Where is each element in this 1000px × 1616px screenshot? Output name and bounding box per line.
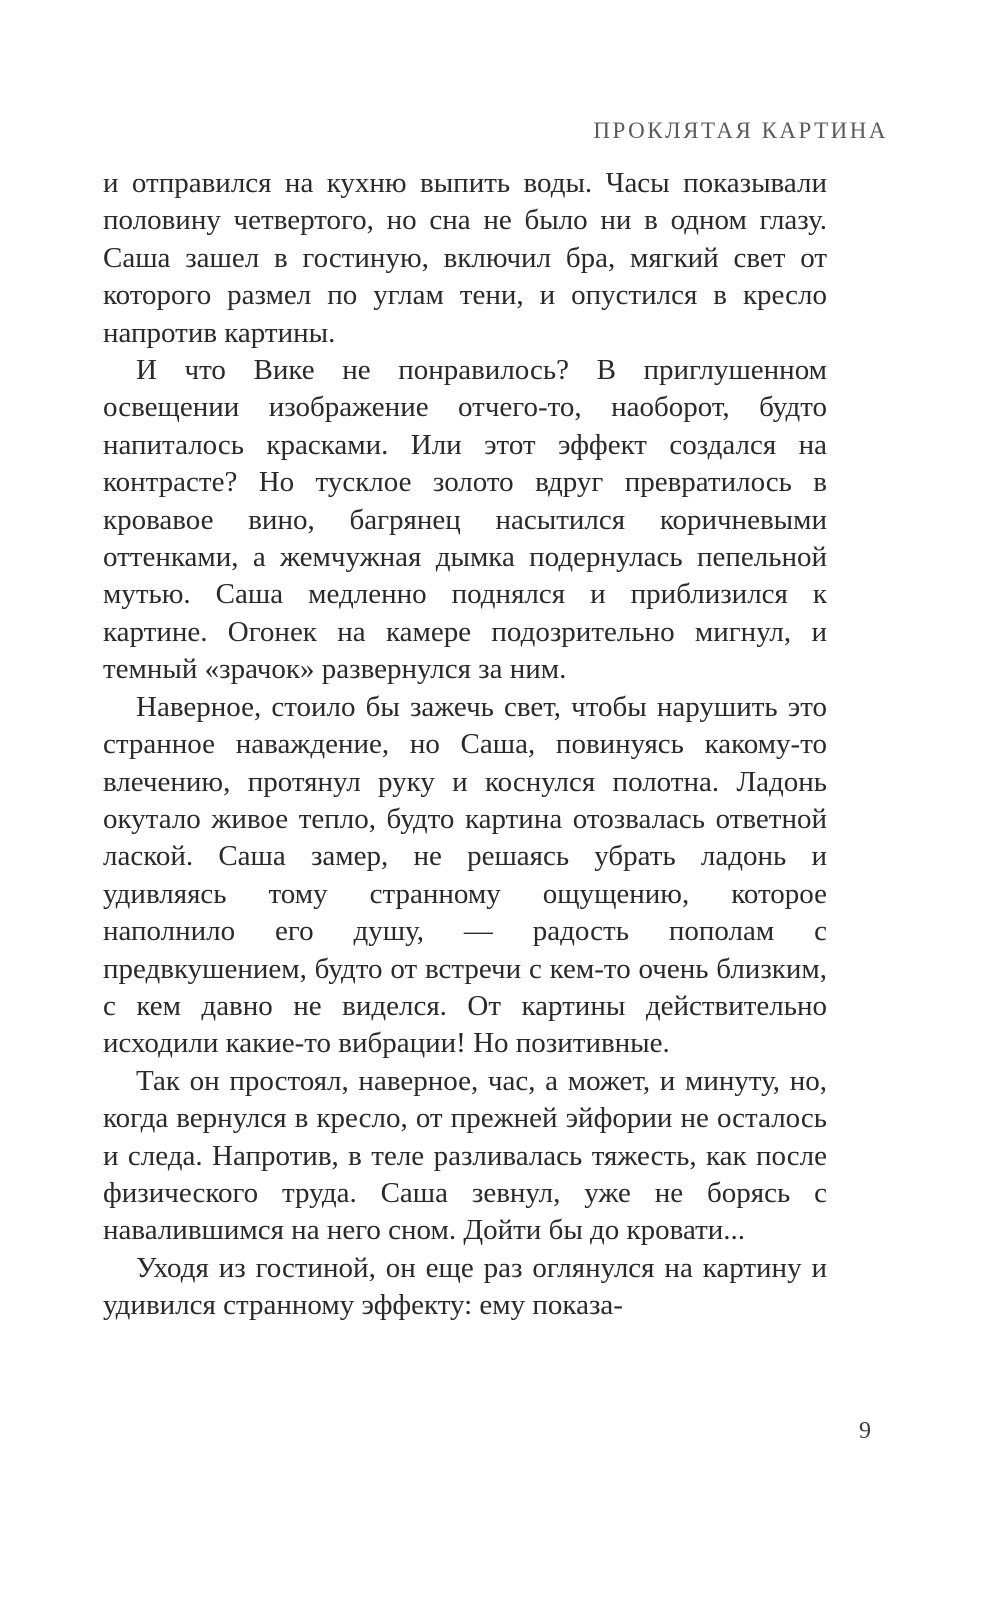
paragraph: Наверное, стоило бы зажечь свет, чтобы нарушить это странное наваждение, но Саша, повинуясь какому-то влечению, протянул руку и коснулся полотна. Ладонь окутало живое тепло, будто картина отозвалась ответной лаской. Саша замер, не решаясь убрать ладонь и удивляясь тому странному ощущению, которое наполнило его душу, — радость пополам с предвкушением, будто от встречи с кем-то очень близким, с кем давно не виделся. От картины действительно исходили какие-то вибрации! Но позитивные. <box>103 690 827 1060</box>
running-head: ПРОКЛЯТАЯ КАРТИНА <box>593 118 888 143</box>
paragraph: Так он простоял, наверное, час, а может, и минуту, но, когда вернулся в кресло, от прежней эйфории не осталось и следа. Напротив, в теле разливалась тяжесть, как после физического труда. Саша зевнул, уже не борясь с навалившимся на него сном. Дойти бы до кровати... <box>103 1064 827 1247</box>
paragraph: Уходя из гостиной, он еще раз оглянулся на картину и удивился странному эффекту: ему показа- <box>103 1251 827 1322</box>
page-number: 9 <box>859 1418 871 1444</box>
body-text <box>103 165 827 1325</box>
paragraph: и отправился на кухню выпить воды. Часы показывали половину четвертого, но сна не было ни в одном глазу. Саша зашел в гостиную, включил бра, мягкий свет от которого размел по углам тени, и опустился в кресло напротив картины. <box>103 167 827 349</box>
paragraph: И что Вике не понравилось? В приглушенном освещении изображение отчего-то, наоборот, будто напиталось красками. Или этот эффект создался на контрасте? Но тусклое золото вдруг превратилось в кровавое вино, багрянец насытился коричневыми оттенками, а жемчужная дымка подернулась пепельной мутью. Саша медленно поднялся и приблизился к картине. Огонек на камере подозрительно мигнул, и темный «зрачок» развернулся за ним. <box>103 354 827 686</box>
